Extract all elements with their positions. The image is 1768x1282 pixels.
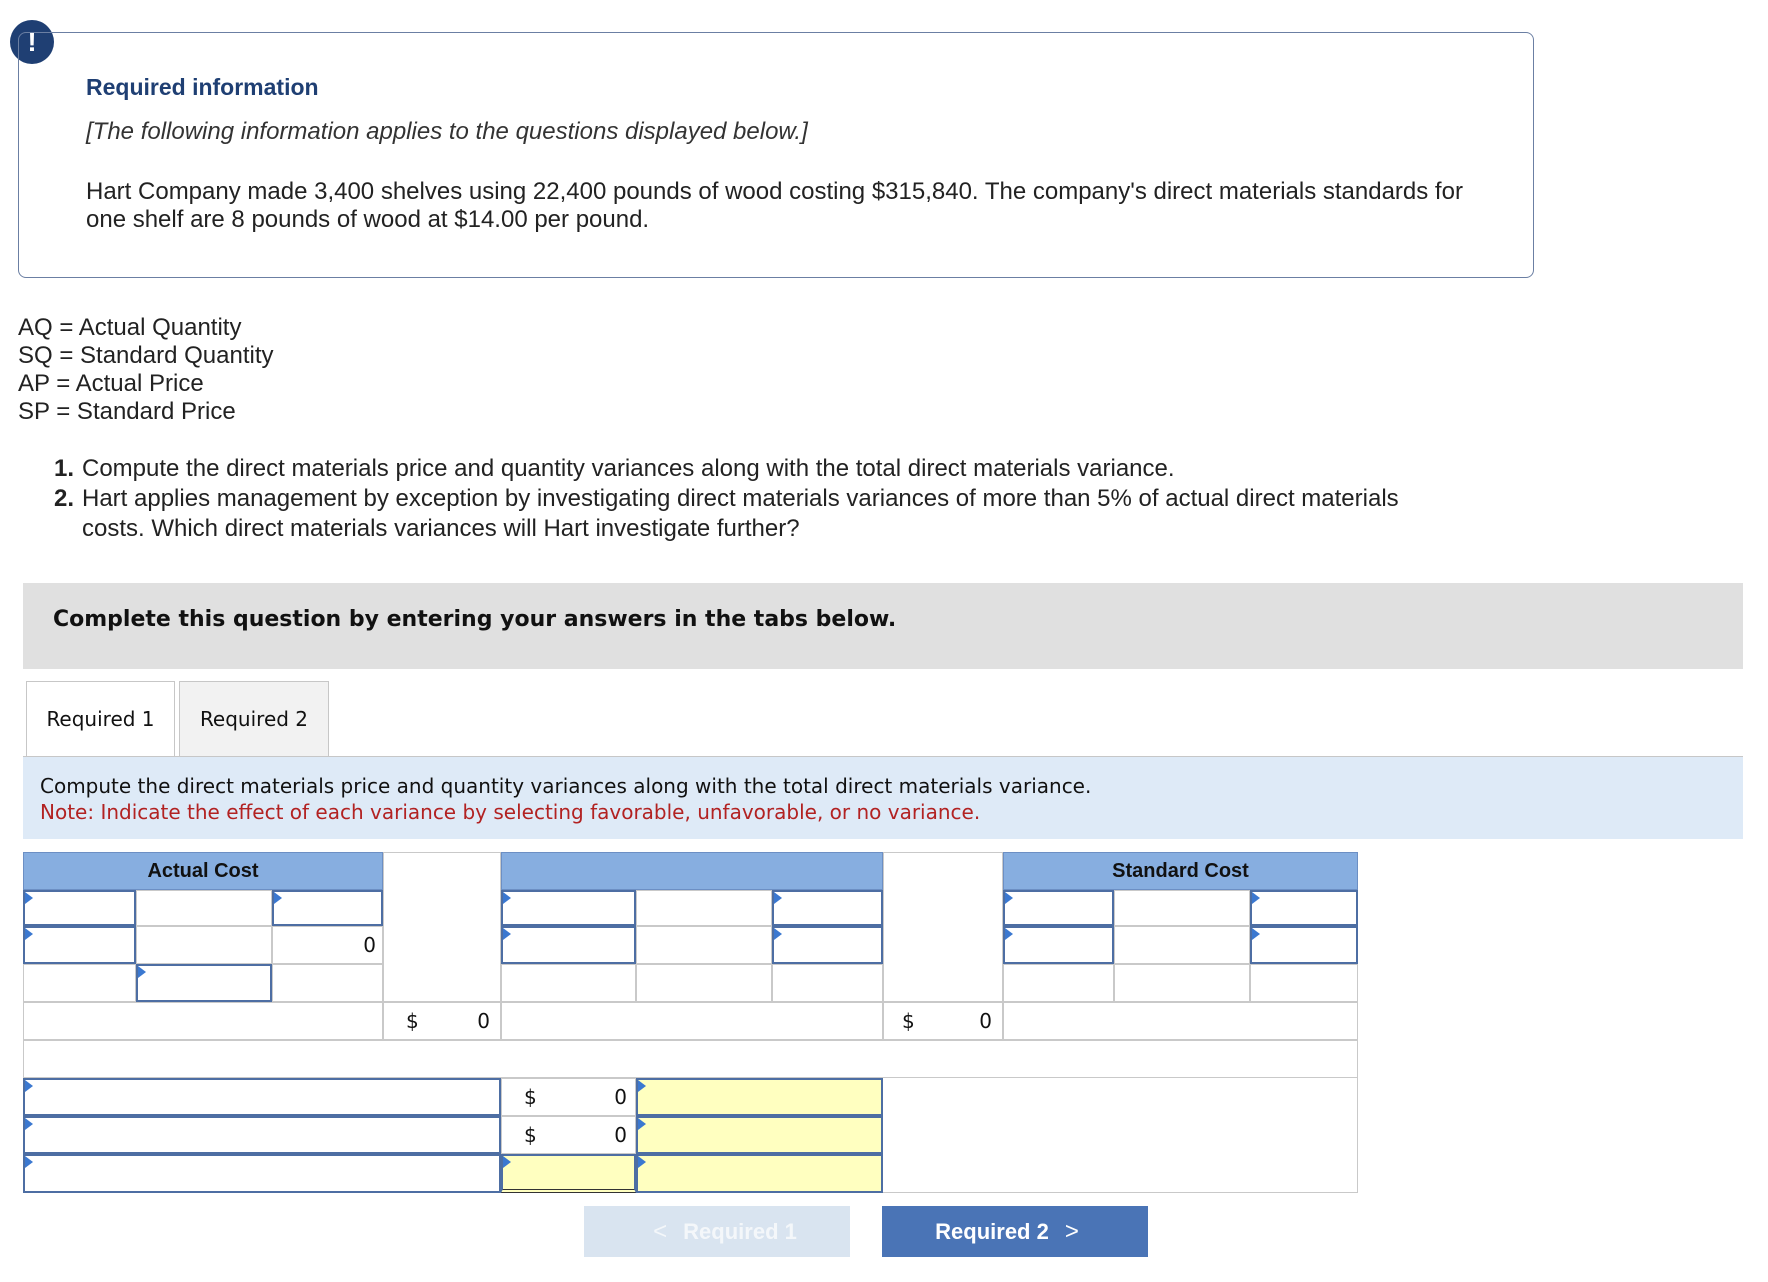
blank-cell xyxy=(1003,964,1114,1002)
blank-cell xyxy=(23,1002,383,1040)
actual-cost-computed xyxy=(272,926,383,964)
definition-aq: AQ = Actual Quantity xyxy=(18,314,242,341)
prev-button-label: Required 1 xyxy=(683,1218,797,1244)
info-subtitle: [The following information applies to the questions displayed below.] xyxy=(86,118,808,145)
blank-cell xyxy=(636,964,772,1002)
blank-cell xyxy=(1250,964,1358,1002)
required-info-box xyxy=(18,32,1534,278)
middle-total xyxy=(883,1002,1003,1040)
blank-cell xyxy=(772,964,883,1002)
middle-quantity-input[interactable] xyxy=(501,926,636,964)
variance-effect-select-3[interactable] xyxy=(636,1154,883,1193)
definition-sq: SQ = Standard Quantity xyxy=(18,342,274,369)
blank-cell xyxy=(1003,1002,1358,1040)
actual-quantity-input[interactable] xyxy=(23,926,136,964)
middle-header xyxy=(501,852,883,890)
currency-symbol: $ xyxy=(406,1009,419,1033)
operator-cell xyxy=(136,890,272,926)
question-number: 2. xyxy=(54,485,75,512)
instruction-text: Compute the direct materials price and quantity variances along with the total direct materials variance. xyxy=(40,774,1092,798)
question-text-cont: costs. Which direct materials variances will Hart investigate further? xyxy=(82,515,800,542)
actual-cost-header: Actual Cost xyxy=(23,852,383,890)
actual-cost-total-value: 0 xyxy=(477,1009,490,1033)
question-text: Compute the direct materials price and quantity variances along with the total direct materials variance. xyxy=(82,455,1175,482)
variance-effect-select-2[interactable] xyxy=(636,1116,883,1154)
tab-required-1[interactable]: Required 1 xyxy=(26,681,175,757)
actual-cost-total xyxy=(383,1002,501,1040)
question-text: Hart applies management by exception by investigating direct materials variances of more than 5% of actual direct materials xyxy=(82,485,1399,512)
blank-cell xyxy=(272,964,383,1002)
middle-label-input-1[interactable] xyxy=(501,890,636,926)
alert-icon: ! xyxy=(10,20,54,64)
prev-required-1-button[interactable] xyxy=(584,1206,850,1257)
operator-cell xyxy=(1114,926,1250,964)
question-2 xyxy=(54,484,1494,514)
tab-instructions xyxy=(23,757,1743,839)
standard-price-label-input[interactable] xyxy=(1250,890,1358,926)
total-variance-input[interactable] xyxy=(501,1154,636,1193)
definition-sp: SP = Standard Price xyxy=(18,398,236,425)
variance-label-input-2[interactable] xyxy=(23,1116,501,1154)
standard-quantity-input[interactable] xyxy=(1003,926,1114,964)
variance-value: 0 xyxy=(614,1123,627,1147)
info-title: Required information xyxy=(86,74,319,100)
actual-cost-value: 0 xyxy=(363,933,376,957)
actual-price-label-input[interactable] xyxy=(272,890,383,926)
blank-cell xyxy=(23,964,136,1002)
chevron-right-icon: > xyxy=(1064,1217,1079,1245)
blank-cell xyxy=(501,964,636,1002)
variance-amount-1 xyxy=(501,1078,636,1116)
next-button-label: Required 2 xyxy=(935,1218,1049,1244)
operator-cell xyxy=(1114,890,1250,926)
standard-cost-header: Standard Cost xyxy=(1003,852,1358,890)
currency-symbol: $ xyxy=(524,1085,537,1109)
blank-cell xyxy=(1114,964,1250,1002)
spacer-cell xyxy=(883,852,1003,1002)
variance-effect-select-1[interactable] xyxy=(636,1078,883,1116)
question-list xyxy=(54,454,1494,544)
definition-ap: AP = Actual Price xyxy=(18,370,204,397)
blank-row xyxy=(23,1040,1358,1078)
variance-label-input-1[interactable] xyxy=(23,1078,501,1116)
middle-total-value: 0 xyxy=(979,1009,992,1033)
variance-value: 0 xyxy=(614,1085,627,1109)
question-number: 1. xyxy=(54,455,75,482)
chevron-left-icon: < xyxy=(653,1217,668,1245)
standard-quantity-label-input[interactable] xyxy=(1003,890,1114,926)
next-required-2-button[interactable] xyxy=(882,1206,1148,1257)
blank-cell xyxy=(501,1002,883,1040)
actual-quantity-label-input[interactable] xyxy=(23,890,136,926)
instruction-note: Note: Indicate the effect of each variance by selecting favorable, unfavorable, or no variance. xyxy=(40,800,981,824)
variance-label-input-3[interactable] xyxy=(23,1154,501,1193)
middle-label-input-2[interactable] xyxy=(772,890,883,926)
operator-cell xyxy=(136,926,272,964)
tab-required-2[interactable]: Required 2 xyxy=(179,681,329,757)
currency-symbol: $ xyxy=(902,1009,915,1033)
spacer-cell xyxy=(383,852,501,1002)
middle-price-input[interactable] xyxy=(772,926,883,964)
standard-price-input[interactable] xyxy=(1250,926,1358,964)
currency-symbol: $ xyxy=(524,1123,537,1147)
info-text: Hart Company made 3,400 shelves using 22,400 pounds of wood costing $315,840. The company's direct materials standards for one shelf are 8 pounds of wood at $14.00 per pound. xyxy=(86,178,1463,233)
variance-amount-2 xyxy=(501,1116,636,1154)
operator-cell xyxy=(636,890,772,926)
instructions-banner xyxy=(23,583,1743,669)
banner-text: Complete this question by entering your answers in the tabs below. xyxy=(53,607,897,632)
question-1 xyxy=(54,454,1494,484)
actual-price-input[interactable] xyxy=(136,964,272,1002)
operator-cell xyxy=(636,926,772,964)
